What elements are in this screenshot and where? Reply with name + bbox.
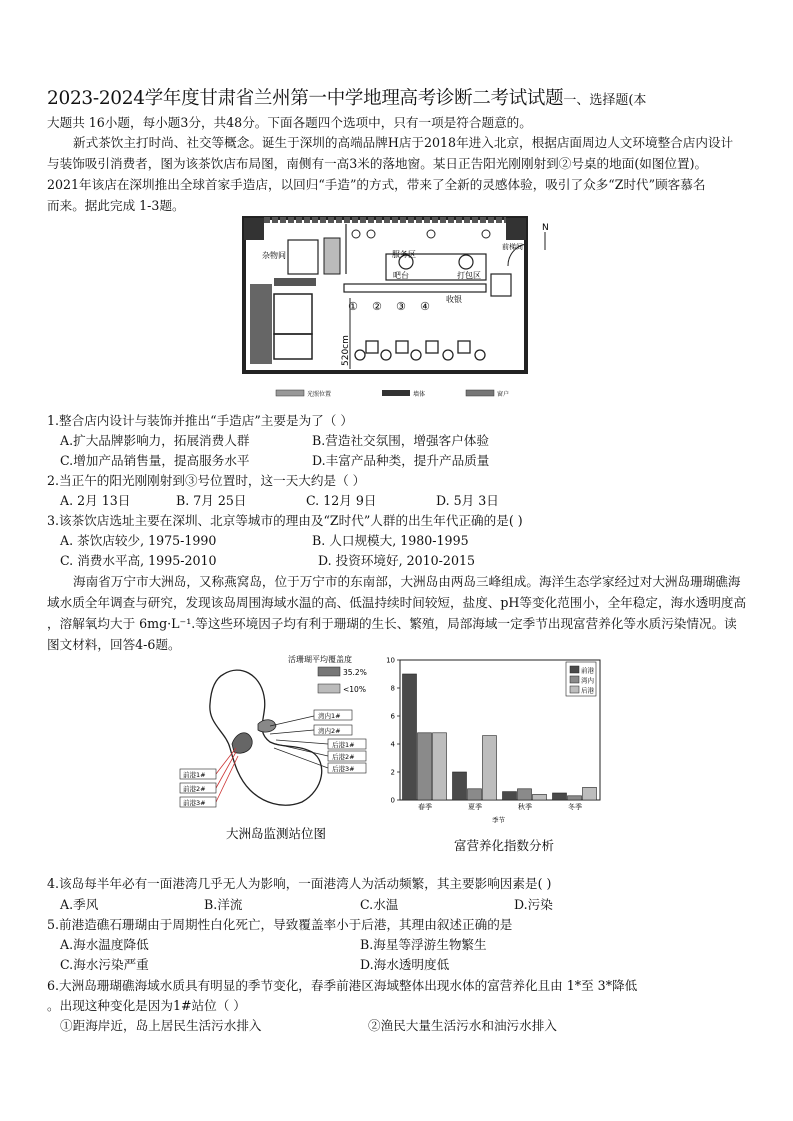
chair xyxy=(381,350,391,360)
bar-后港 xyxy=(583,787,597,800)
table xyxy=(366,341,378,353)
island-station-map xyxy=(178,652,378,852)
map-legend-item: 35.2% xyxy=(343,668,367,677)
passage2-line: ，溶解氧均大于 6mg·L⁻¹.等这些环境因子均有利于珊瑚的生长、繁殖，局部海域一定季节出现富营养化等水质污染情况。读 xyxy=(47,616,737,631)
fixture xyxy=(367,230,375,238)
door-frame xyxy=(491,274,511,296)
outer-wall xyxy=(244,218,526,372)
seat-number: ④ xyxy=(420,300,430,313)
legend-label: 墙体 xyxy=(413,391,426,398)
q2-option-d: D. 5月 3日 xyxy=(436,493,499,508)
chart-caption: 富营养化指数分析 xyxy=(454,838,555,853)
q3-option-b: B. 人口规模大, 1980-1995 xyxy=(312,533,469,548)
booth-seat xyxy=(274,334,312,359)
x-tick-label: 冬季 xyxy=(568,803,582,811)
section-heading: 一、选择题(本 xyxy=(563,93,647,108)
q1-option-a: A.扩大品牌影响力，拓展消费人群 xyxy=(60,433,250,448)
y-tick-label: 8 xyxy=(390,684,395,693)
station-label: 后港3# xyxy=(332,765,355,773)
passage1-line: 而来。据此完成 1-3题。 xyxy=(47,198,185,213)
storage-room xyxy=(288,240,318,274)
island-outline xyxy=(210,670,322,805)
label-cashier: 收银 xyxy=(446,295,462,304)
q4-stem: 4.该岛每半年必有一面港湾几乎无人为影响，一面港湾人为活动频繁，其主要影响因素是( ) xyxy=(47,876,552,891)
north-arrow: N xyxy=(542,223,549,233)
q5-option-c: C.海水污染严重 xyxy=(60,957,149,972)
q1-stem: 1.整合店内设计与装饰并推出“手造店”主要是为了（ ） xyxy=(47,413,353,428)
y-tick-label: 10 xyxy=(386,656,395,665)
bar-counter xyxy=(344,284,486,292)
q6-stem-line2: 。出现这种变化是因为1#站位（ ） xyxy=(47,998,246,1013)
q2-option-c: C. 12月 9日 xyxy=(306,493,377,508)
shop-floor-plan xyxy=(236,214,566,404)
fixture xyxy=(352,230,360,238)
q2-stem: 2.当正午的阳光刚刚射到③号位置时，这一天大约是（ ） xyxy=(47,473,366,488)
q4-option-d: D.污染 xyxy=(514,897,553,912)
legend-label: 窗户 xyxy=(497,391,510,398)
q5-stem: 5.前港造礁石珊瑚由于周期性白化死亡，导致覆盖率小于后港，其理由叙述正确的是 xyxy=(47,917,513,932)
label-counter: 吧台 xyxy=(393,271,409,280)
instructions: 大题共 16小题，每小题3分，共48分。下面各题四个选项中，只有一项是符合题意的。 xyxy=(47,115,532,130)
label-storage: 杂物间 xyxy=(262,251,286,260)
station-label: 前港2# xyxy=(183,785,206,793)
y-tick-label: 2 xyxy=(390,768,395,777)
bar-湾内 xyxy=(418,733,432,800)
eutrophication-chart xyxy=(380,652,612,860)
station-pointer xyxy=(216,756,238,802)
wall-block xyxy=(274,278,316,286)
q3-option-c: C. 消费水平高, 1995-2010 xyxy=(60,553,217,568)
fixture xyxy=(427,230,435,238)
q1-option-c: C.增加产品销售量，提高服务水平 xyxy=(60,453,250,468)
legend-swatch xyxy=(570,686,579,693)
legend-label: 湾内 xyxy=(581,676,594,685)
station-label: 后港2# xyxy=(332,753,355,761)
bar-湾内 xyxy=(518,789,532,800)
station-label: 前港3# xyxy=(183,799,206,807)
station-label: 后港1# xyxy=(332,741,355,749)
q2-option-a: A. 2月 13日 xyxy=(60,493,131,508)
passage1-line: 与装饰吸引消费者，图为该茶饮店布局图，南侧有一高3米的落地窗。某日正告阳光刚刚射到②号桌的地面(如图位置)。 xyxy=(47,156,708,171)
q1-option-d: D.丰富产品种类，提升产品质量 xyxy=(312,453,490,468)
station-label: 湾内2# xyxy=(318,727,341,735)
legend-swatch-wall xyxy=(382,390,410,396)
passage1-line: 2021年该店在深圳推出全球首家手造店，以回归“手造”的方式，带来了全新的灵感体验，吸引了众多“Z时代”顾客慕名 xyxy=(47,177,706,192)
q3-option-d: D. 投资环境好, 2010-2015 xyxy=(318,553,475,568)
seat-number: ② xyxy=(372,300,382,313)
bar-后港 xyxy=(533,794,547,800)
bar-前港 xyxy=(503,792,517,800)
stool xyxy=(459,255,473,269)
label-entrance: 前梯间 xyxy=(502,243,523,251)
table xyxy=(396,341,408,353)
passage2-line: 海南省万宁市大洲岛，又称燕窝岛，位于万宁市的东南部，大洲岛由两岛三峰组成。海洋生态学家经过对大洲岛珊瑚礁海 xyxy=(73,574,741,589)
exam-title: 2023-2024学年度甘肃省兰州第一中学地理高考诊断二考试试题一、选择题(本 xyxy=(47,88,647,109)
legend-swatch-light xyxy=(276,390,304,396)
map-caption: 大洲岛监测站位图 xyxy=(226,826,327,841)
label-service: 服务区 xyxy=(392,250,416,259)
q5-option-d: D.海水透明度低 xyxy=(360,957,450,972)
table xyxy=(426,341,438,353)
map-legend-title: 活珊瑚平均覆盖度 xyxy=(288,655,352,664)
wall-block xyxy=(244,218,264,240)
x-tick-label: 夏季 xyxy=(468,803,482,811)
seat-number: ① xyxy=(348,300,358,313)
legend-swatch-window xyxy=(466,390,494,396)
map-legend-swatch xyxy=(318,684,340,693)
passage2-line: 图文材料，回答4-6题。 xyxy=(47,637,181,652)
q3-stem: 3.该茶饮店选址主要在深圳、北京等城市的理由及“Z时代”人群的出生年代正确的是( ) xyxy=(47,513,523,528)
bar-前港 xyxy=(553,793,567,800)
q5-option-a: A.海水温度降低 xyxy=(60,937,149,952)
map-legend-item: <10% xyxy=(343,685,366,694)
q4-option-b: B.洋流 xyxy=(204,897,243,912)
q4-option-c: C.水温 xyxy=(360,897,399,912)
x-axis-title: 季节 xyxy=(492,816,505,824)
chair xyxy=(411,350,421,360)
passage2-line: 域水质全年调查与研究，发现该岛周围海域水温的高、低温持续时间较短，盐度、pH等变化范围小，全年稳定，海水透明度高 xyxy=(47,595,747,610)
station-pointer xyxy=(270,730,314,734)
wall-block xyxy=(250,284,272,364)
legend-label: 后港 xyxy=(581,686,594,695)
q5-option-b: B.海星等浮游生物繁生 xyxy=(360,937,487,952)
y-tick-label: 0 xyxy=(390,796,395,805)
legend-swatch xyxy=(570,666,579,673)
q3-option-a: A. 茶饮店较少, 1975-1990 xyxy=(60,533,217,548)
legend-label: 光照位置 xyxy=(307,391,332,398)
bar-前港 xyxy=(403,674,417,800)
station-pointer xyxy=(270,716,314,726)
wall-block xyxy=(506,218,526,240)
q4-option-a: A.季风 xyxy=(60,897,99,912)
legend-label: 前港 xyxy=(581,666,594,675)
q1-option-b: B.营造社交氛围，增强客户体验 xyxy=(312,433,489,448)
shelf xyxy=(324,238,340,274)
bar-前港 xyxy=(453,772,467,800)
bar-湾内 xyxy=(468,789,482,800)
passage1-line: 新式茶饮主打时尚、社交等概念。诞生于深圳的高端品牌H店于2018年进入北京，根据店面周边人文环境整合店内设计 xyxy=(73,135,734,150)
station-pointer xyxy=(276,740,328,744)
label-pickup: 打包区 xyxy=(457,271,481,280)
chair xyxy=(443,350,453,360)
bar-后港 xyxy=(433,733,447,800)
table xyxy=(458,341,470,353)
map-legend-swatch xyxy=(318,667,340,676)
q6-stem-line1: 6.大洲岛珊瑚礁海域水质具有明显的季节变化，春季前港区海域整体出现水体的富营养化且由 1*至 3*降低 xyxy=(47,978,638,993)
fixture xyxy=(482,230,490,238)
y-tick-label: 4 xyxy=(390,740,395,749)
chair xyxy=(475,350,485,360)
booth-seat xyxy=(274,294,312,334)
station-label: 湾内1# xyxy=(318,712,341,720)
chair xyxy=(355,350,365,360)
bar-湾内 xyxy=(568,796,582,800)
seat-number: ③ xyxy=(396,300,406,313)
x-tick-label: 春季 xyxy=(418,803,432,811)
label-depth: 520cm xyxy=(341,335,351,366)
y-tick-label: 6 xyxy=(390,712,395,721)
bar-后港 xyxy=(483,736,497,800)
coral-zone-low xyxy=(258,720,276,732)
station-label: 前港1# xyxy=(183,771,206,779)
q2-option-b: B. 7月 25日 xyxy=(176,493,247,508)
q6-statement-1: ①距海岸近，岛上居民生活污水排入 xyxy=(60,1018,262,1033)
q6-statement-2: ②渔民大量生活污水和油污水排入 xyxy=(368,1018,557,1033)
x-tick-label: 秋季 xyxy=(518,803,532,811)
legend-swatch xyxy=(570,676,579,683)
